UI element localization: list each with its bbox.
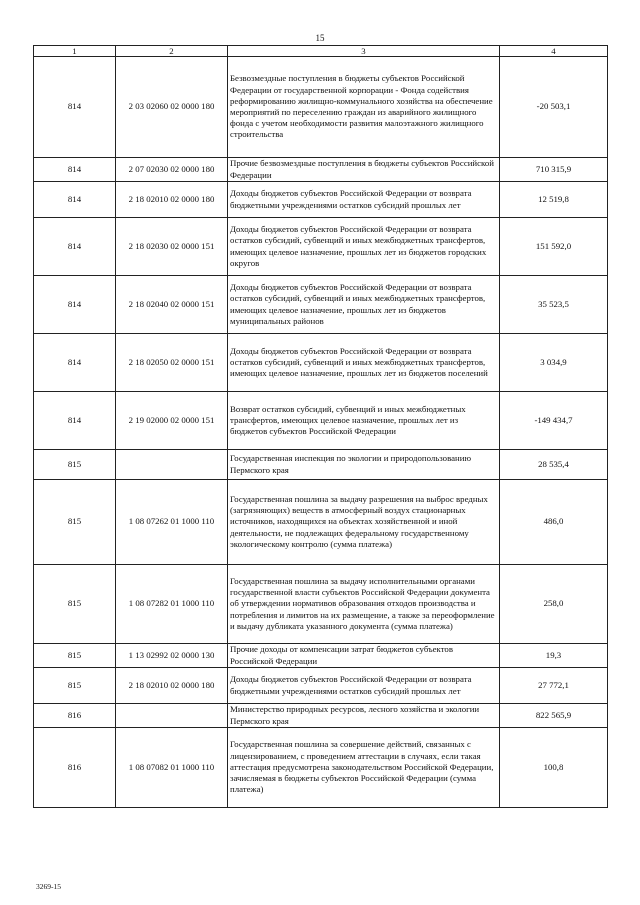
- amount-cell: -20 503,1: [500, 57, 608, 158]
- description-cell: Доходы бюджетов субъектов Российской Федерации от возврата бюджетными учреждениями остатков субсидий прошлых лет: [228, 668, 500, 704]
- description-cell: Государственная пошлина за совершение действий, связанных с лицензированием, с проведением аттестации в случаях, если такая аттестация предусмотрена законодательством Российской Федерации, зачисляемая в бюджеты субъектов Российской Федерации (сумма платежа): [228, 728, 500, 808]
- revenue-code-cell: 1 08 07082 01 1000 110: [116, 728, 228, 808]
- amount-cell: 19,3: [500, 644, 608, 668]
- admin-code-cell: 814: [34, 334, 116, 392]
- admin-code-cell: 816: [34, 728, 116, 808]
- revenue-code-cell: 2 19 02000 02 0000 151: [116, 392, 228, 450]
- amount-cell: 28 535,4: [500, 450, 608, 480]
- amount-cell: 151 592,0: [500, 218, 608, 276]
- admin-code-cell: 814: [34, 276, 116, 334]
- page-number: 15: [315, 33, 325, 43]
- description-cell: Государственная инспекция по экологии и природопользованию Пермского края: [228, 450, 500, 480]
- table-row: [34, 565, 608, 644]
- header-col-2: 2: [116, 46, 228, 57]
- admin-code-cell: 815: [34, 565, 116, 644]
- admin-code-cell: 815: [34, 668, 116, 704]
- description-cell: Прочие доходы от компенсации затрат бюджетов субъектов Российской Федерации: [228, 644, 500, 668]
- header-col-3: 3: [228, 46, 500, 57]
- budget-revenue-table: [33, 45, 608, 808]
- description-cell: Доходы бюджетов субъектов Российской Федерации от возврата остатков субсидий, субвенций и иных межбюджетных трансфертов, имеющих целевое назначение, прошлых лет из бюджетов муниципальных районов: [228, 276, 500, 334]
- description-cell: Доходы бюджетов субъектов Российской Федерации от возврата остатков субсидий, субвенций и иных межбюджетных трансфертов, имеющих целевое назначение, прошлых лет из бюджетов городских округов: [228, 218, 500, 276]
- description-cell: Безвозмездные поступления в бюджеты субъектов Российской Федерации от государственной корпорации - Фонда содействия реформированию жилищно-коммунального хозяйства на обеспечение мероприятий по переселению граждан из аварийного жилищного фонда с учетом необходимости развития малоэтажного жилищного строительства: [228, 57, 500, 158]
- description-cell: Прочие безвозмездные поступления в бюджеты субъектов Российской Федерации: [228, 158, 500, 182]
- admin-code-cell: 814: [34, 158, 116, 182]
- table-row: [34, 218, 608, 276]
- revenue-code-cell: 2 18 02010 02 0000 180: [116, 182, 228, 218]
- description-cell: Государственная пошлина за выдачу разрешения на выброс вредных (загрязняющих) веществ в атмосферный воздух стационарных источников, находящихся на объектах хозяйственной и иной деятельности, не подлежащих федеральному государственному экологическому контролю (сумма платежа): [228, 480, 500, 565]
- header-col-1: 1: [34, 46, 116, 57]
- table-row: [34, 450, 608, 480]
- revenue-code-cell: [116, 450, 228, 480]
- admin-code-cell: 814: [34, 182, 116, 218]
- table-row: [34, 276, 608, 334]
- table-row: [34, 182, 608, 218]
- table-row: [34, 334, 608, 392]
- amount-cell: 35 523,5: [500, 276, 608, 334]
- description-cell: Доходы бюджетов субъектов Российской Федерации от возврата бюджетными учреждениями остатков субсидий прошлых лет: [228, 182, 500, 218]
- document-code-footer: 3269-15: [36, 882, 61, 891]
- table-row: [34, 668, 608, 704]
- revenue-code-cell: [116, 704, 228, 728]
- table-row: [34, 644, 608, 668]
- amount-cell: 100,8: [500, 728, 608, 808]
- amount-cell: 27 772,1: [500, 668, 608, 704]
- revenue-code-cell: 1 08 07282 01 1000 110: [116, 565, 228, 644]
- revenue-code-cell: 2 18 02040 02 0000 151: [116, 276, 228, 334]
- amount-cell: 12 519,8: [500, 182, 608, 218]
- revenue-code-cell: 2 18 02030 02 0000 151: [116, 218, 228, 276]
- header-col-4: 4: [500, 46, 608, 57]
- revenue-code-cell: 1 13 02992 02 0000 130: [116, 644, 228, 668]
- admin-code-cell: 815: [34, 480, 116, 565]
- table-row: [34, 57, 608, 158]
- table-row: [34, 158, 608, 182]
- revenue-code-cell: 2 03 02060 02 0000 180: [116, 57, 228, 158]
- amount-cell: 3 034,9: [500, 334, 608, 392]
- admin-code-cell: 814: [34, 392, 116, 450]
- table-row: [34, 728, 608, 808]
- description-cell: Государственная пошлина за выдачу исполнительными органами государственной власти субъектов Российской Федерации документа об утверждении нормативов образования отходов производства и потребления и лимитов на их размещение, а также за переоформление и выдачу дубликата указанного документа (сумма платежа): [228, 565, 500, 644]
- description-cell: Доходы бюджетов субъектов Российской Федерации от возврата остатков субсидий, субвенций и иных межбюджетных трансфертов, имеющих целевое назначение, прошлых лет из бюджетов поселений: [228, 334, 500, 392]
- amount-cell: 258,0: [500, 565, 608, 644]
- table-header-row: [34, 46, 608, 57]
- amount-cell: 822 565,9: [500, 704, 608, 728]
- revenue-code-cell: 2 18 02010 02 0000 180: [116, 668, 228, 704]
- admin-code-cell: 814: [34, 57, 116, 158]
- table-row: [34, 480, 608, 565]
- admin-code-cell: 814: [34, 218, 116, 276]
- amount-cell: 710 315,9: [500, 158, 608, 182]
- revenue-code-cell: 2 07 02030 02 0000 180: [116, 158, 228, 182]
- revenue-code-cell: 1 08 07262 01 1000 110: [116, 480, 228, 565]
- admin-code-cell: 815: [34, 450, 116, 480]
- description-cell: Возврат остатков субсидий, субвенций и иных межбюджетных трансфертов, имеющих целевое назначение, прошлых лет из бюджетов субъектов Российской Федерации: [228, 392, 500, 450]
- amount-cell: -149 434,7: [500, 392, 608, 450]
- admin-code-cell: 815: [34, 644, 116, 668]
- description-cell: Министерство природных ресурсов, лесного хозяйства и экологии Пермского края: [228, 704, 500, 728]
- amount-cell: 486,0: [500, 480, 608, 565]
- table-row: [34, 392, 608, 450]
- admin-code-cell: 816: [34, 704, 116, 728]
- table-row: [34, 704, 608, 728]
- revenue-code-cell: 2 18 02050 02 0000 151: [116, 334, 228, 392]
